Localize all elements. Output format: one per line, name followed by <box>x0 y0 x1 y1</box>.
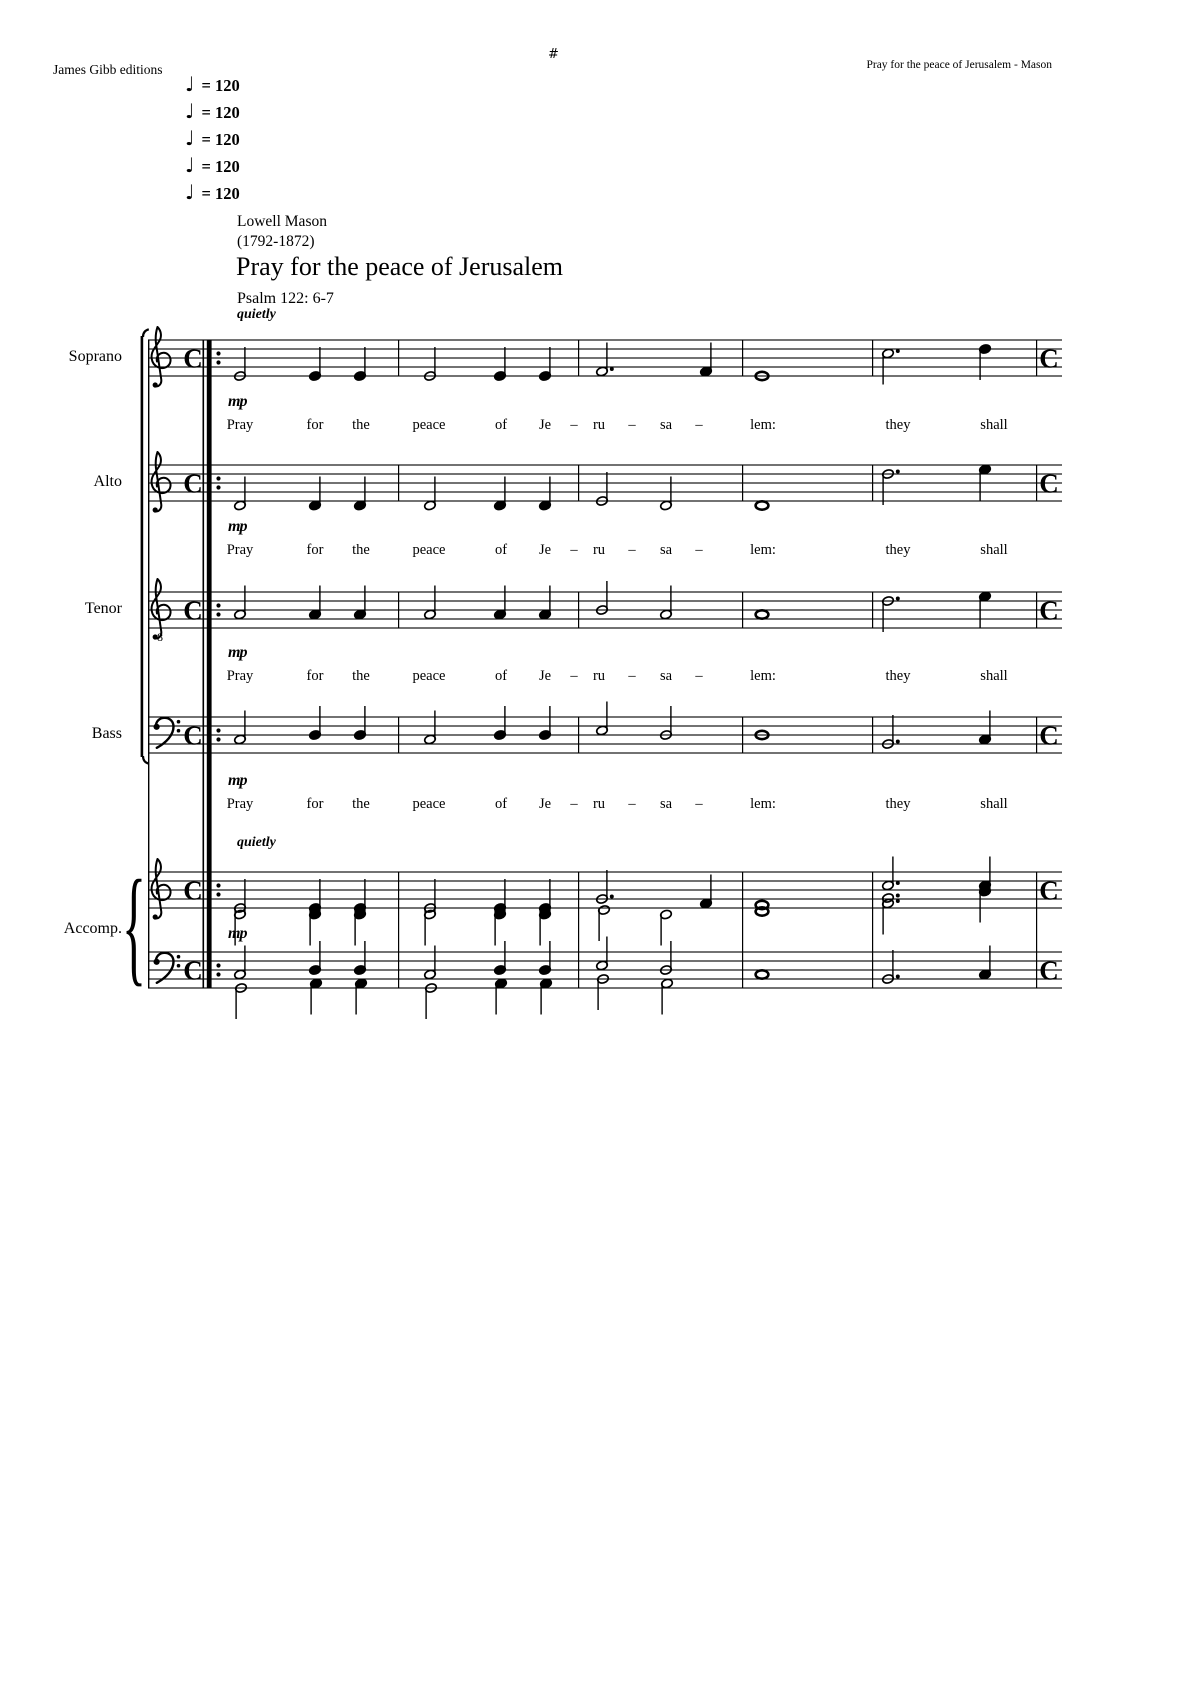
lyric-syllable: the <box>352 668 370 684</box>
lyric-syllable: sa <box>659 796 673 812</box>
lyric-dash: – <box>695 796 703 812</box>
staff-label-alto: Alto <box>93 473 122 490</box>
barline <box>1036 592 1037 628</box>
lyric-syllable: Je <box>538 796 552 812</box>
barline <box>578 872 579 988</box>
lyric-dash: – <box>695 668 703 684</box>
barline <box>578 340 579 376</box>
lyric-syllable: Je <box>538 542 552 558</box>
lyric-syllable: ru <box>592 417 606 433</box>
barline <box>742 872 743 988</box>
end-time-signature: C <box>1039 343 1059 374</box>
repeat-dot <box>216 972 220 976</box>
lyric-dash: – <box>570 417 578 433</box>
barline <box>742 592 743 628</box>
staff-label-bass: Bass <box>91 725 122 742</box>
end-time-signature: C <box>1039 468 1059 499</box>
tenor-staff <box>148 579 1062 644</box>
dynamic-mp: mp <box>228 644 247 661</box>
repeat-dot <box>216 603 220 607</box>
svg-text:{: { <box>122 854 146 999</box>
octave-8-mark: 8 <box>157 630 163 644</box>
barline <box>398 340 399 376</box>
treble-clef-icon <box>152 327 171 388</box>
lyric-syllable: Pray <box>226 542 254 558</box>
accompT-notes <box>234 857 992 946</box>
dynamic-mp: mp <box>228 772 247 789</box>
lyric-syllable: shall <box>980 542 1008 558</box>
running-header: Pray for the peace of Jerusalem - Mason <box>866 59 1052 71</box>
quarter-note-icon: ♩ <box>185 180 195 204</box>
lyric-line <box>0 542 1200 560</box>
lyric-syllable: ru <box>592 542 606 558</box>
repeat-dot <box>216 476 220 480</box>
accomp-brace <box>122 854 146 998</box>
dynamic-mp: mp <box>228 518 247 535</box>
bass-staff <box>148 702 1062 754</box>
scripture-reference: Psalm 122: 6-7 <box>237 290 334 307</box>
lyric-syllable: for <box>306 542 324 558</box>
alto-notes <box>234 464 992 511</box>
repeat-dot <box>216 351 220 355</box>
lyric-line <box>0 417 1200 435</box>
time-signature: C <box>183 720 203 751</box>
tenor-notes <box>234 581 992 632</box>
expression-quietly-soprano: quietly <box>237 307 276 322</box>
barline <box>398 592 399 628</box>
lyric-syllable: peace <box>412 668 446 684</box>
tempo-marking <box>185 155 240 182</box>
repeat-thick-bar <box>207 340 212 988</box>
quarter-note-icon: ♩ <box>185 126 195 150</box>
bass-notes <box>234 702 992 750</box>
lyric-syllable: lem: <box>750 668 776 684</box>
treble-clef-icon <box>152 452 171 513</box>
lyric-syllable: they <box>885 668 911 684</box>
tempo-value: = 120 <box>201 76 240 95</box>
barline <box>578 465 579 501</box>
alto-staff <box>148 452 1062 513</box>
lyric-dash: – <box>570 668 578 684</box>
edition-credit: James Gibb editions <box>53 62 163 77</box>
barline <box>1036 465 1037 501</box>
repeat-dot <box>216 360 220 364</box>
tempo-value: = 120 <box>201 103 240 122</box>
tempo-value: = 120 <box>201 130 240 149</box>
accompB-notes <box>234 937 992 1020</box>
expression-quietly-accomp: quietly <box>237 835 276 850</box>
barline <box>1036 717 1037 753</box>
bass-clef-icon <box>154 953 181 983</box>
treble-clef-icon <box>152 859 171 920</box>
repeat-dot <box>216 728 220 732</box>
lyric-syllable: sa <box>659 668 673 684</box>
lyric-syllable: Pray <box>226 796 254 812</box>
barline <box>1036 340 1037 376</box>
lyric-dash: – <box>628 796 636 812</box>
tempo-marking <box>185 182 240 209</box>
lyric-syllable: they <box>885 417 911 433</box>
lyric-dash: – <box>570 542 578 558</box>
quarter-note-icon: ♩ <box>185 153 195 177</box>
lyric-dash: – <box>695 417 703 433</box>
lyric-syllable: sa <box>659 417 673 433</box>
lyric-syllable: peace <box>412 417 446 433</box>
lyric-syllable: they <box>885 542 911 558</box>
lyric-syllable: for <box>306 796 324 812</box>
staff-label-accomp: Accomp. <box>63 920 122 937</box>
time-signature: C <box>183 875 203 906</box>
lyric-syllable: Pray <box>226 668 254 684</box>
lyric-syllable: of <box>494 542 508 558</box>
composer-dates: (1792-1872) <box>237 233 315 250</box>
lyric-syllable: peace <box>412 796 446 812</box>
lyric-syllable: for <box>306 668 324 684</box>
repeat-dot <box>216 485 220 489</box>
lyric-syllable: ru <box>592 796 606 812</box>
lyric-syllable: they <box>885 796 911 812</box>
accompB-staff <box>148 937 1062 1020</box>
dynamic-mp: mp <box>228 925 247 942</box>
lyric-dash: – <box>570 796 578 812</box>
staff-label-soprano: Soprano <box>68 348 122 365</box>
lyric-syllable: of <box>494 796 508 812</box>
barline <box>398 465 399 501</box>
barline <box>872 592 873 628</box>
repeat-dot <box>216 883 220 887</box>
system-barline <box>148 340 149 988</box>
repeat-dot <box>216 963 220 967</box>
quarter-note-icon: ♩ <box>185 72 195 96</box>
barline <box>872 340 873 376</box>
tempo-value: = 120 <box>201 184 240 203</box>
lyric-dash: – <box>628 668 636 684</box>
quarter-note-icon: ♩ <box>185 99 195 123</box>
lyric-line <box>0 796 1200 814</box>
time-signature: C <box>183 468 203 499</box>
lyric-syllable: lem: <box>750 417 776 433</box>
lyric-dash: – <box>628 542 636 558</box>
lyric-syllable: the <box>352 542 370 558</box>
lyric-syllable: ru <box>592 668 606 684</box>
barline <box>872 465 873 501</box>
time-signature: C <box>183 595 203 626</box>
lyric-syllable: of <box>494 668 508 684</box>
lyric-syllable: peace <box>412 542 446 558</box>
barline <box>578 717 579 753</box>
barline <box>578 592 579 628</box>
end-time-signature: C <box>1039 595 1059 626</box>
barline <box>872 872 873 988</box>
end-time-signature: C <box>1039 875 1059 906</box>
lyric-syllable: sa <box>659 542 673 558</box>
lyric-syllable: lem: <box>750 796 776 812</box>
lyric-syllable: shall <box>980 796 1008 812</box>
barline <box>742 340 743 376</box>
repeat-dot <box>216 892 220 896</box>
lyric-syllable: Pray <box>226 417 254 433</box>
lyric-syllable: lem: <box>750 542 776 558</box>
tempo-value: = 120 <box>201 157 240 176</box>
lyric-syllable: shall <box>980 668 1008 684</box>
repeat-dot <box>216 737 220 741</box>
soprano-staff <box>148 327 1062 388</box>
lyric-syllable: for <box>306 417 324 433</box>
time-signature: C <box>183 955 203 986</box>
barline <box>398 717 399 753</box>
header-center-mark: # <box>548 47 559 62</box>
bass-clef-icon <box>154 718 181 748</box>
dynamic-mp: mp <box>228 393 247 410</box>
lyric-syllable: Je <box>538 417 552 433</box>
tempo-markings <box>185 74 240 209</box>
barline <box>742 465 743 501</box>
lyric-syllable: the <box>352 417 370 433</box>
barline <box>1036 872 1037 988</box>
lyric-syllable: of <box>494 417 508 433</box>
barline <box>742 717 743 753</box>
end-time-signature: C <box>1039 720 1059 751</box>
tempo-marking <box>185 101 240 128</box>
lyric-dash: – <box>695 542 703 558</box>
lyric-dash: – <box>628 417 636 433</box>
end-time-signature: C <box>1039 955 1059 986</box>
repeat-dot <box>216 612 220 616</box>
tempo-marking <box>185 128 240 155</box>
barline <box>398 872 399 988</box>
lyric-syllable: Je <box>538 668 552 684</box>
lyric-syllable: shall <box>980 417 1008 433</box>
time-signature: C <box>183 343 203 374</box>
lyric-syllable: the <box>352 796 370 812</box>
staff-label-tenor: Tenor <box>84 600 122 617</box>
lyric-line <box>0 668 1200 686</box>
barline <box>872 717 873 753</box>
composer-name: Lowell Mason <box>237 213 327 230</box>
tempo-marking <box>185 74 240 101</box>
page-title: Pray for the peace of Jerusalem <box>236 252 564 281</box>
